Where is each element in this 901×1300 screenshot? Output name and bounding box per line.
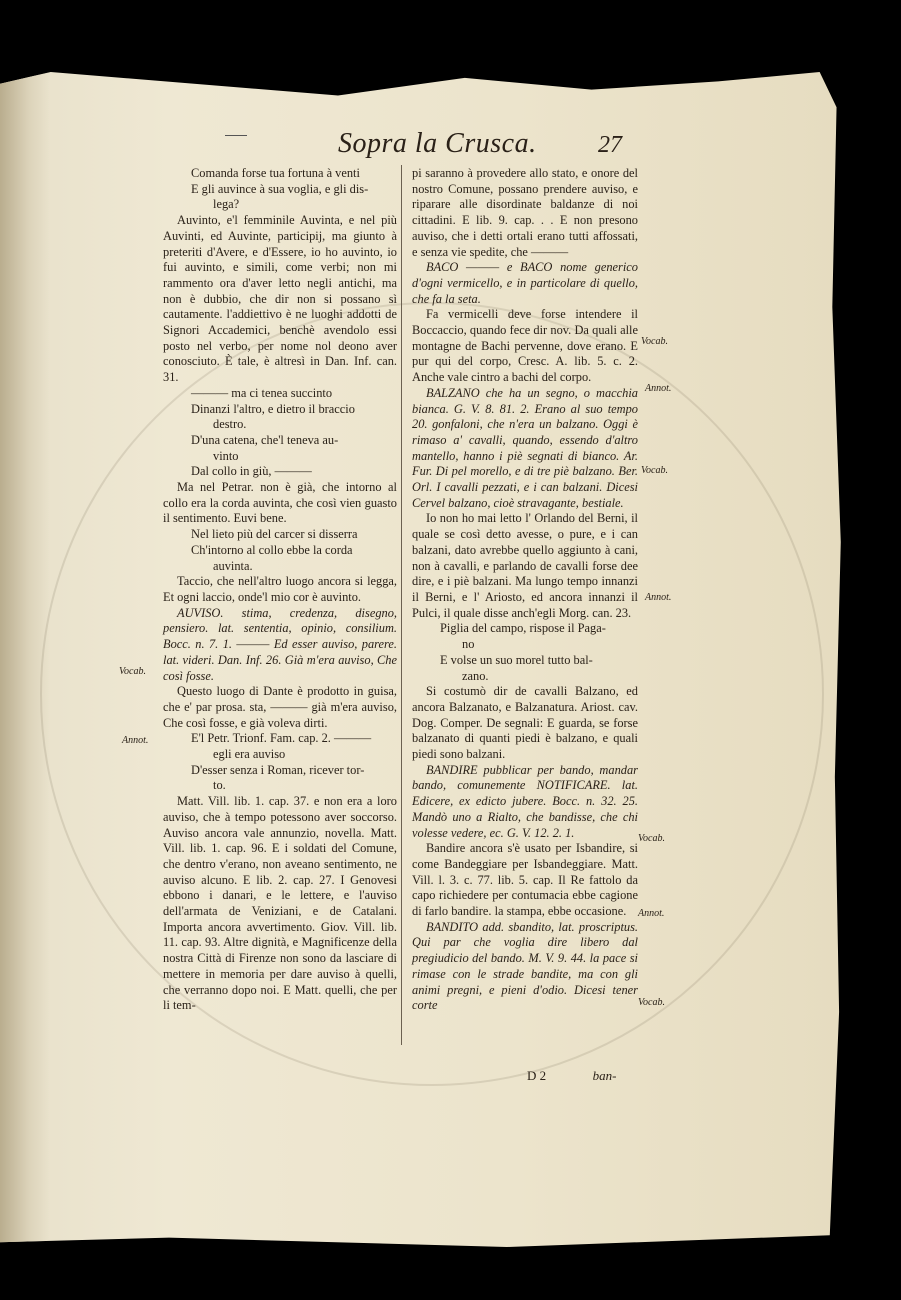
text-line: auvinta. xyxy=(213,558,253,573)
text-line: Nel lieto più del carcer si disserra xyxy=(191,527,358,542)
text-line: Matt. Vill. lib. 1. cap. 37. e non era a loro auviso, che à tempo potessono aver soccorso. Auviso ancora vale annunzio, novella. Matt. Vill. lib. 1. cap. 96. E i soldati del Comune, che dentro v'erano, non aveano sentimento, ne auviso alcuno. E lib. 2. cap. 27. I Genovesi ebbono i danari, e le lettere, e l'auviso dell'armata de Veniziani, e de Catalani. Importa ancora avvertimento. Giov. Vill. lib. 11. cap. 93. Altre dignità, e Magnificenze della nostra Città di Firenze non sono da lasciare di mettere in memoria per dare auviso à quelli, che verranno dopo noi. E Matt. quelli, che per li tem- xyxy=(163,794,397,1013)
text-line: E volse un suo morel tutto bal- xyxy=(440,652,593,667)
text-line: egli era auviso xyxy=(213,747,286,762)
text-line: no xyxy=(462,637,475,652)
margin-note: Annot. xyxy=(638,908,665,919)
text-line: vinto xyxy=(213,448,239,463)
page-spine-shadow xyxy=(0,72,50,1247)
text-line: AUVISO. stima, credenza, disegno, pensiero. lat. sententia, opinio, consilium. Bocc. n. 7. 1. ——— Ed esser auviso, parere. lat. videri. Dan. Inf. 26. Già m'era auviso, Che così fosse. xyxy=(163,605,397,683)
text-line: zano. xyxy=(462,668,489,683)
text-line: E'l Petr. Trionf. Fam. cap. 2. ——— xyxy=(191,731,372,746)
text-line: Dal collo in giù, ——— xyxy=(191,464,312,479)
column-divider xyxy=(401,165,402,1045)
text-line: to. xyxy=(213,778,226,793)
margin-note-vocab: Vocab. xyxy=(119,666,146,677)
text-line: D'esser senza i Roman, ricever tor- xyxy=(191,762,365,777)
text-line: Comanda forse tua fortuna à venti xyxy=(191,166,360,180)
right-column xyxy=(412,166,638,1014)
margin-note: Vocab. xyxy=(638,833,665,844)
text-line: BALZANO che ha un segno, o macchia bianca. G. V. 8. 81. 2. Erano al suo tempo 20. gonfaloni, che n'era un balzano. Oggi è rimaso a' cavalli, quando, essendo d'altro mantello, hanno i piè segnati di bianco. Ar. Fur. Di pel morello, e di tre piè balzano. Ber. Orl. I cavalli pezzati, e i can balzani. Dicesi Cervel balzano, cioè stravagante, bestiale. xyxy=(412,385,638,510)
margin-note: Vocab. xyxy=(638,997,665,1008)
catchword: ban- xyxy=(592,1068,617,1083)
text-line: Piglia del campo, rispose il Paga- xyxy=(440,621,606,636)
text-line: lega? xyxy=(213,197,240,212)
text-line: ——— ma ci tenea succinto xyxy=(191,385,333,400)
text-line: Si costumò dir de cavalli Balzano, ed ancora Balzanato, e Balzanatura. Ariost. cav. Dog. Comper. De segnali: E guarda, se forse balzanato di quanti piedi è balzano, e quali piedi sono balzani. xyxy=(412,684,638,762)
margin-note: Annot. xyxy=(645,592,672,603)
text-line: Bandire ancora s'è usato per Isbandire, si come Bandeggiare per Isbandeggiare. Matt. Vill. l. 3. c. 77. lib. 5. cap. Il Re fattolo da capo richiedere per contumacia ebbe cagione di farlo bandire. la stampa, ebbe occasione. xyxy=(412,841,638,919)
page-number: 27 xyxy=(598,132,622,158)
text-line: Io non ho mai letto l' Orlando del Berni, il quale se così detto avesse, o pure, e i can balzani, dato avrebbe quello aggiunto à cani, non à cavalli, e parlando de cavalli forse dee dire, e i piè balzani. Ma lungo tempo innanzi il Berni, e l' Ariosto, ed ancora innanzi il Pulci, il quale disse anch'egli Morg. can. 23. xyxy=(412,511,638,620)
text-line: Questo luogo di Dante è prodotto in guisa, che e' par prosa. sta, ——— già m'era auviso, Che così fosse, e già voleva dirti. xyxy=(163,684,397,730)
text-line: BANDITO add. sbandito, lat. proscriptus. Qui par che voglia dire libero dal pregiudicio del bando. M. V. 9. 44. la pace si rimase con le strade bandite, ma con gli animi pregni, e pieni d'odio. Dicesi tener corte xyxy=(412,919,638,1013)
text-line: Taccio, che nell'altro luogo ancora si legga, Et ogni laccio, onde'l mio cor è auvinto. xyxy=(163,574,397,604)
text-line: BANDIRE pubblicar per bando, mandar bando, comunemente NOTIFICARE. lat. Edicere, ex edicto jubere. Bocc. n. 32. 25. Mandò uno a Rialto, che bandisse, che chi volesse vedere, ec. G. V. 12. 2. 1. xyxy=(412,762,638,840)
text-line: Dinanzi l'altro, e dietro il braccio xyxy=(191,401,355,416)
margin-note: Vocab. xyxy=(641,336,668,347)
text-line: Auvinto, e'l femminile Auvinta, e nel più Auvinti, ed Auvinte, participij, ma giunto à preteriti d'Avere, e d'Essere, io ho auvinto, io fui auvinto, e simili, come verbi; non mi rammento ora d'aver letto negli antichi, ma non è dubbio, che dir non si possano sì cautamente. l'addiettivo è ne luoghi addotti de Signori Accademici, benchè avendolo essi posto nel verbo, per nome nol deono aver conosciuto. È tale, è altresì in Dan. Inf. can. 31. xyxy=(163,213,397,385)
text-line: Fa vermicelli deve forse intendere il Boccaccio, quando fece dir nov. Da quali alle montagne de Bachi pervenne, dove erano. E pur qui del corpo, Cresc. A. lib. 5. c. 2. Anche vale cintro a bachi del corpo. xyxy=(412,307,638,385)
running-title: Sopra la Crusca. xyxy=(338,128,537,159)
margin-note: Annot. xyxy=(645,383,672,394)
text-line: D'una catena, che'l teneva au- xyxy=(191,432,339,447)
left-column xyxy=(163,166,397,1014)
text-line: BACO ——— e BACO nome generico d'ogni vermicello, e in particolare di quello, che fa la seta. xyxy=(412,260,638,306)
header-mark xyxy=(225,135,247,136)
signature-line xyxy=(527,1068,616,1084)
text-line: Ch'intorno al collo ebbe la corda xyxy=(191,542,353,557)
text-line: Ma nel Petrar. non è già, che intorno al collo era la corda auvinta, che così vien guasto il sentimento. Euvi bene. xyxy=(163,480,397,526)
text-line: destro. xyxy=(213,417,247,432)
text-line: E gli auvince à sua voglia, e gli dis- xyxy=(191,181,369,196)
margin-note-annot: Annot. xyxy=(122,735,149,746)
margin-note: Vocab. xyxy=(641,465,668,476)
signature-mark: D 2 xyxy=(527,1068,547,1083)
text-line: pi saranno à provedere allo stato, e onore del nostro Comune, possano prendere auviso, e riparare alle disordinate baldanze di noi cittadini. E lib. 9. cap. . . E non presono auviso, che i detti ortali erano tutti affossati, e senza vie spedite, che ——— xyxy=(412,166,638,259)
